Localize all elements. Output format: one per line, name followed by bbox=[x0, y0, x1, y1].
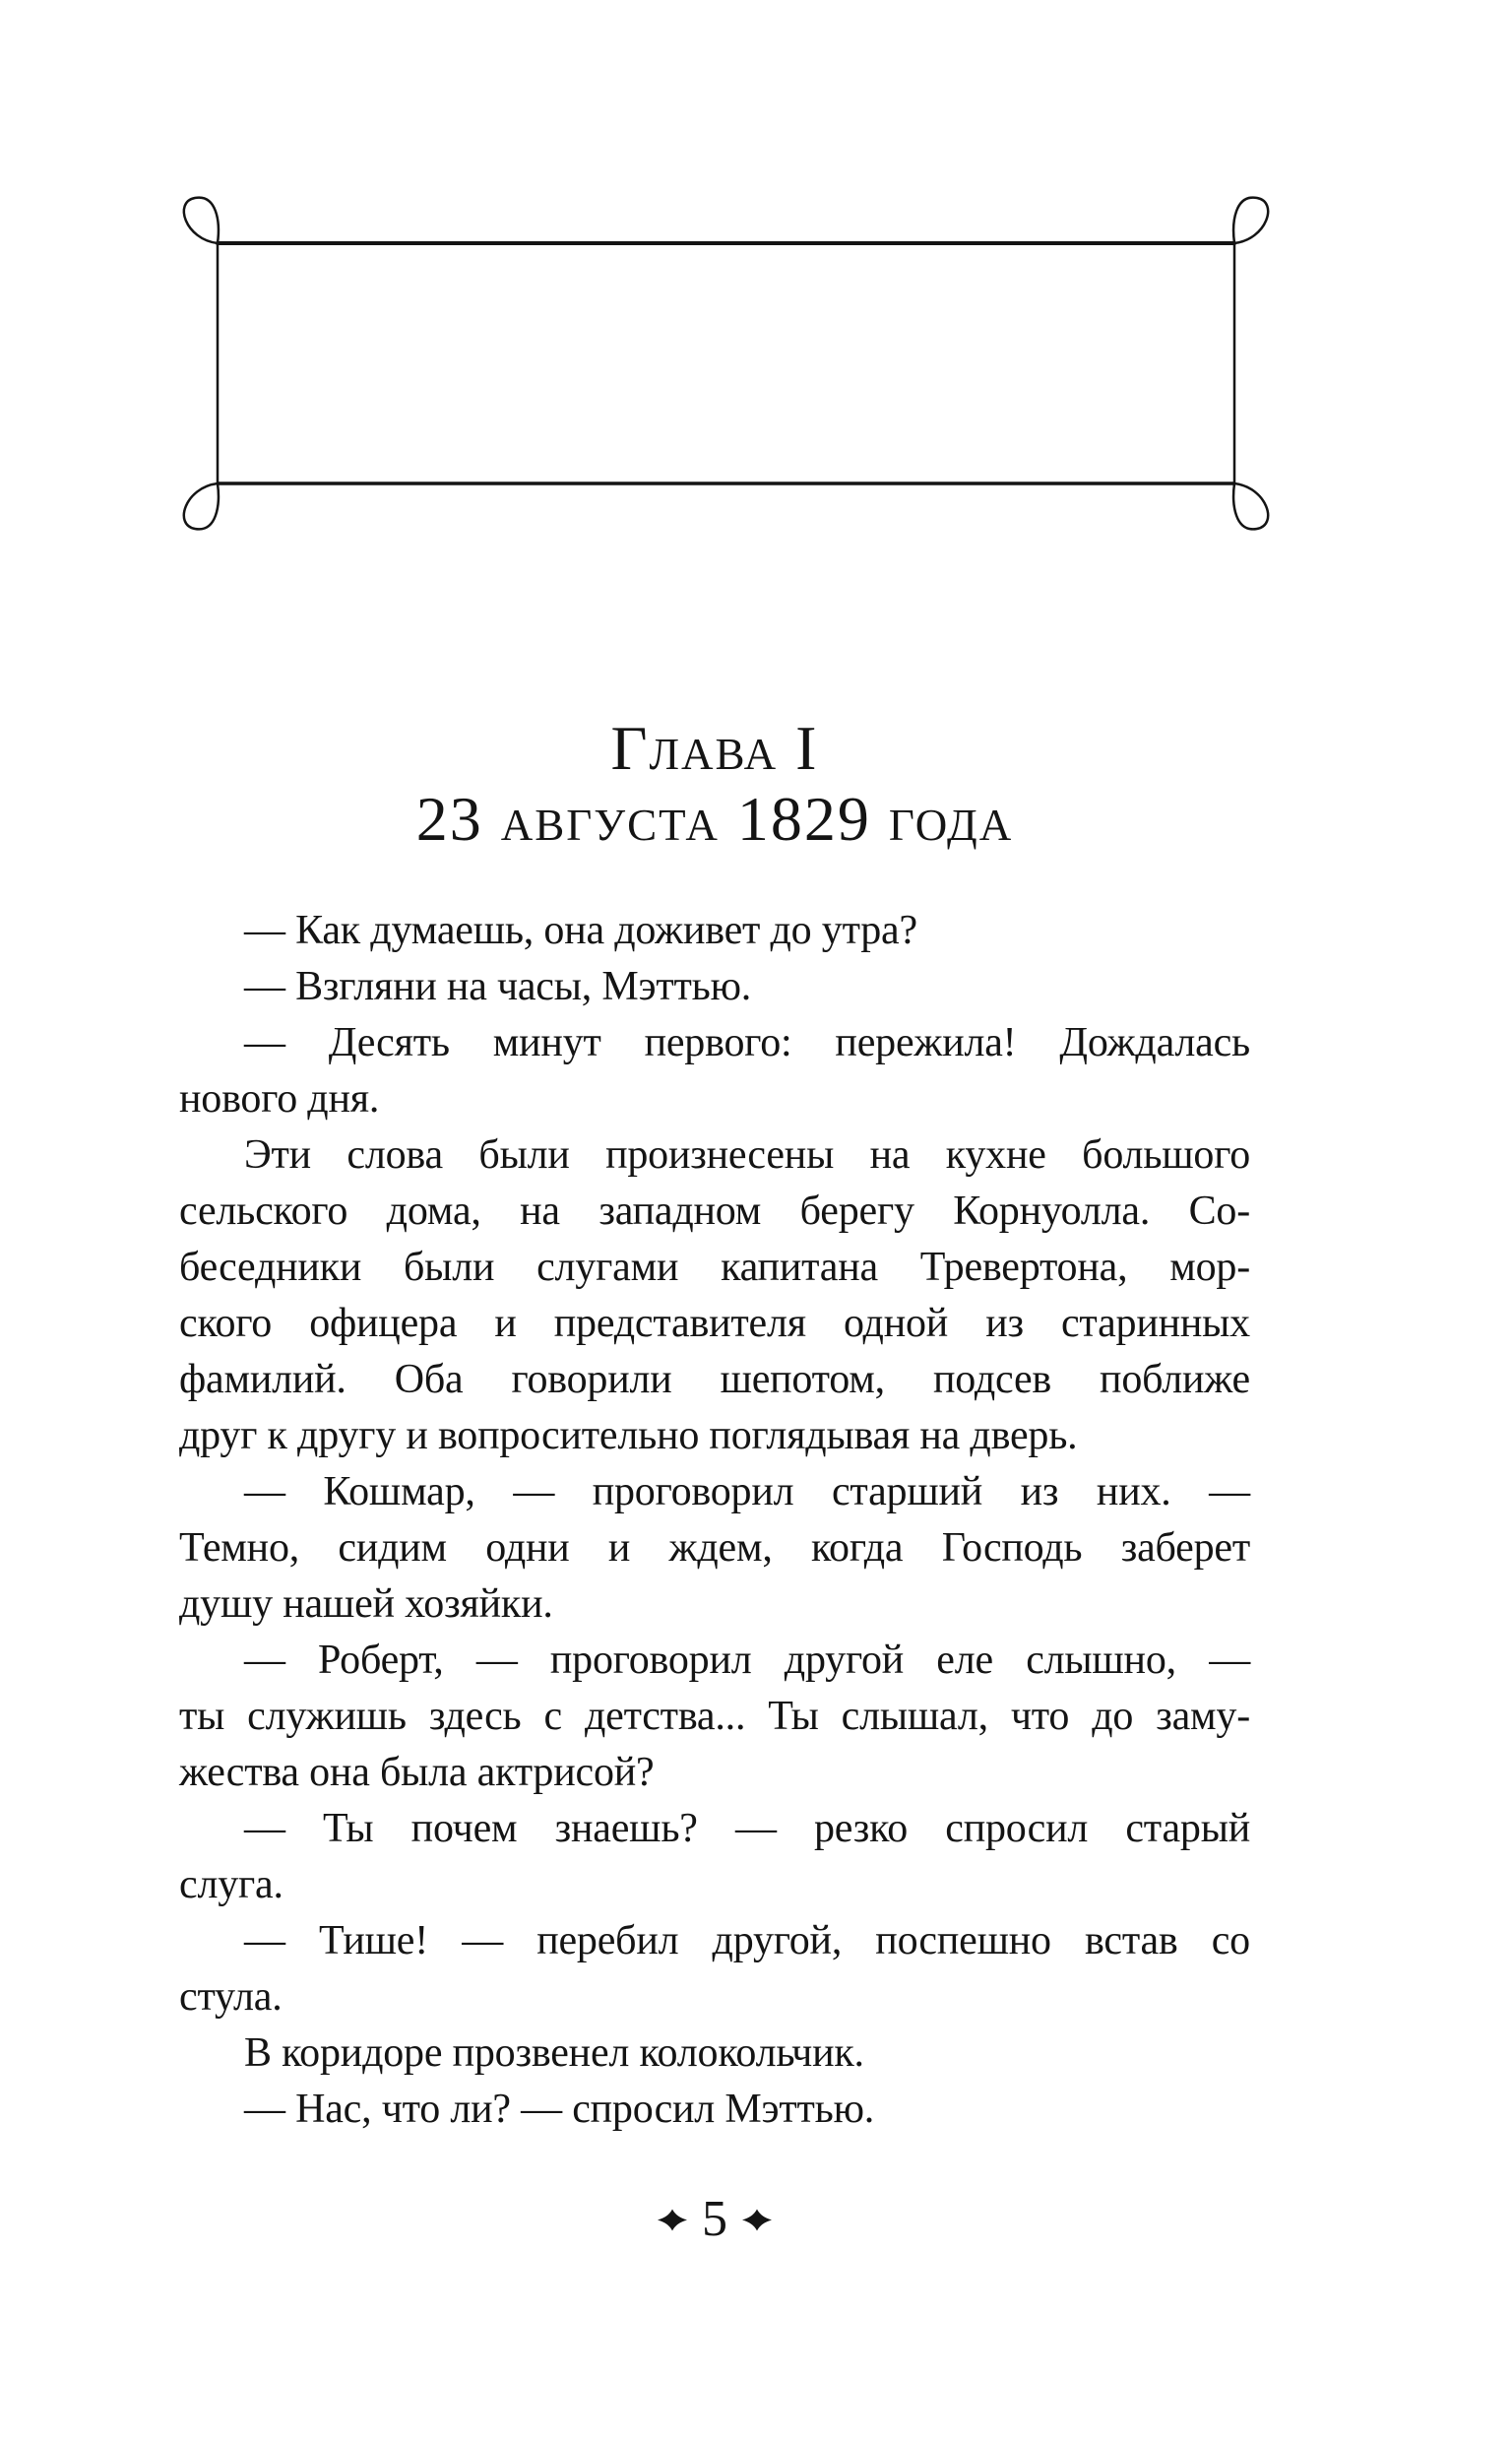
text-line: ты служишь здесь с детства... Ты слышал, что до заму- bbox=[179, 1694, 1250, 1739]
text-line: Темно, сидим одни и ждем, когда Господь заберет bbox=[179, 1525, 1250, 1571]
frame-loop-top-right bbox=[1233, 198, 1268, 243]
text-line: — Взгляни на часы, Мэттью. bbox=[244, 964, 752, 1009]
diamond-icon-right bbox=[742, 2209, 772, 2231]
text-line: жества она была актрисой? bbox=[179, 1750, 655, 1795]
text-line: стула. bbox=[179, 1974, 283, 2020]
text-line: — Роберт, — проговорил другой еле слышно, — bbox=[244, 1638, 1250, 1683]
text-line: — Кошмар, — проговорил старший из них. — bbox=[244, 1469, 1250, 1514]
frame-loop-bottom-left bbox=[184, 483, 219, 529]
text-line: сельского дома, на западном берегу Корнуолла. Со- bbox=[179, 1189, 1250, 1234]
chapter-title: Глава I bbox=[610, 713, 819, 783]
frame-loop-top-left bbox=[184, 198, 219, 243]
decorative-frame bbox=[158, 187, 1290, 551]
body-text bbox=[179, 903, 1250, 2138]
text-line: В коридоре прозвенел колокольчик. bbox=[244, 2030, 864, 2076]
text-line: — Как думаешь, она доживет до утра? bbox=[244, 908, 917, 953]
text-line: — Десять минут первого: пережила! Дождалась bbox=[244, 1020, 1250, 1065]
chapter-subtitle: 23 августа 1829 года bbox=[415, 784, 1014, 854]
text-line: — Тише! — перебил другой, поспешно встав со bbox=[244, 1918, 1250, 1963]
text-line: — Ты почем знаешь? — резко спросил старый bbox=[244, 1806, 1250, 1851]
text-line: нового дня. bbox=[179, 1076, 380, 1122]
page-number: 5 bbox=[702, 2191, 727, 2247]
page-footer bbox=[179, 2191, 1250, 2247]
text-line: Эти слова были произнесены на кухне большого bbox=[244, 1132, 1250, 1178]
diamond-icon-left bbox=[658, 2209, 687, 2231]
text-line: ского офицера и представителя одной из старинных bbox=[179, 1301, 1250, 1346]
text-line: фамилий. Оба говорили шепотом, подсев поближе bbox=[179, 1357, 1250, 1402]
text-line: друг к другу и вопросительно поглядывая на дверь. bbox=[179, 1413, 1078, 1458]
frame-loop-bottom-right bbox=[1233, 483, 1268, 529]
text-line: слуга. bbox=[179, 1862, 284, 1907]
text-line: беседники были слугами капитана Тревертона, мор- bbox=[179, 1245, 1250, 1290]
text-line: душу нашей хозяйки. bbox=[179, 1581, 553, 1627]
text-line: — Нас, что ли? — спросил Мэттью. bbox=[244, 2087, 875, 2132]
